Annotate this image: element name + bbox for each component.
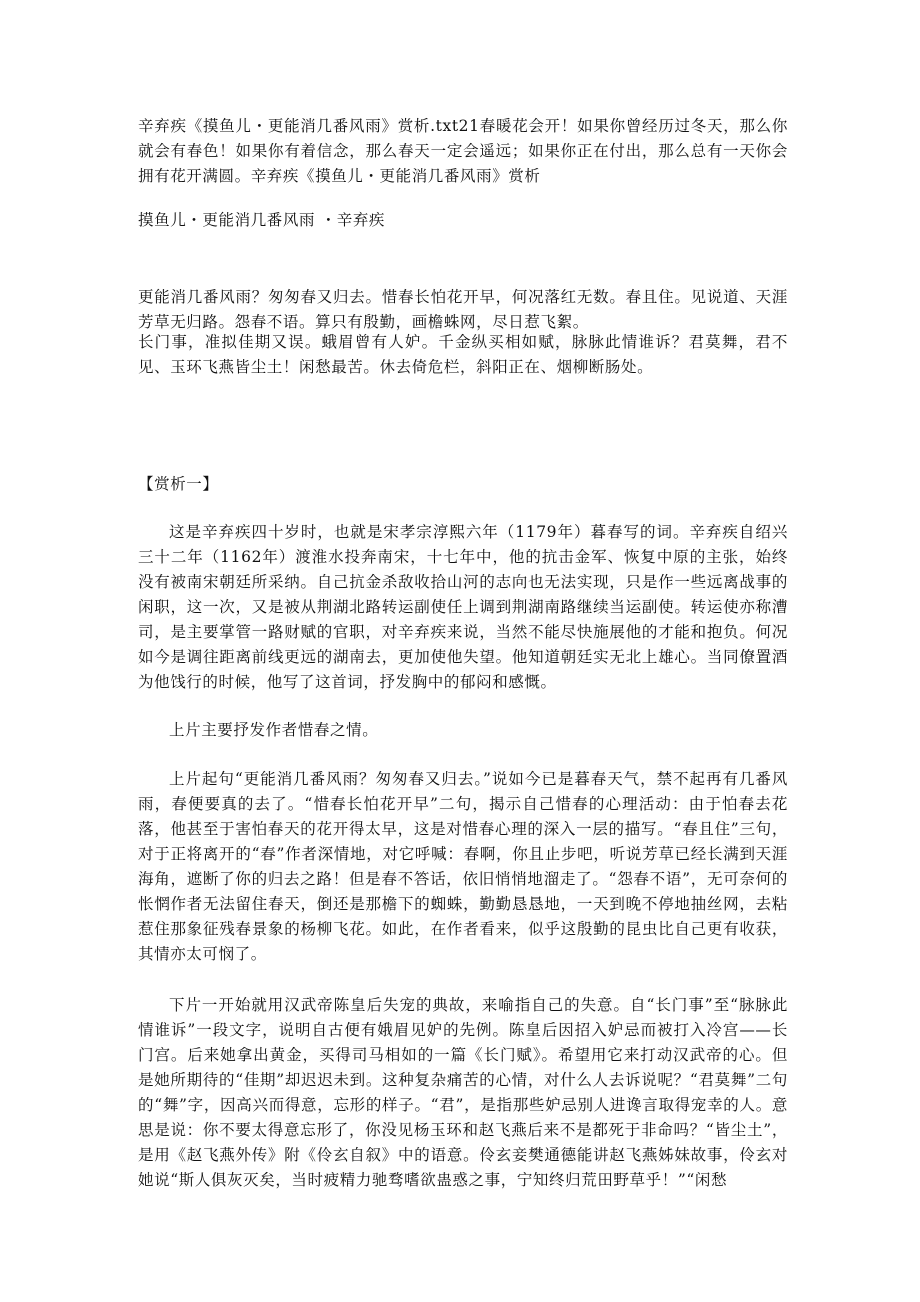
section-heading: 【赏析一】 [138,475,219,493]
paragraph-2: 上片主要抒发作者惜春之情。 [169,721,379,739]
poem-stanza-1: 更能消几番风雨？匆匆春又归去。惜春长怕花开早，何况落红无数。春且住。见说道、天涯芳草无归路。怨春不语。算只有殷勤，画檐蛛网，尽日惹飞絮。 [138,288,788,331]
paragraph-4: 下片一开始就用汉武帝陈皇后失宠的典故，来喻指自己的失意。自“长门事”至“脉脉此情谁诉”一段文字，说明自古便有娥眉见妒的先例。陈皇后因招入妒忌而被打入冷宫——长门宫。后来她拿出黄金，买得司马相如的一篇《长门赋》。希望用它来打动汉武帝的心。但是她所期待的“佳期”却迟迟未到。这种复杂痛苦的心情，对什么人去诉说呢？“君莫舞”二句的“舞”字，因高兴而得意，忘形的样子。“君”，是指那些妒忌别人进谗言取得宠幸的人。意思是说：你不要太得意忘形了，你没见杨玉环和赵飞燕后来不是都死于非命吗？“皆尘土”，是用《赵飞燕外传》附《伶玄自叙》中的语意。伶玄妾樊通德能讲赵飞燕姊妹故事，伶玄对她说“斯人俱灰灭矣，当时疲精力驰骛嗜欲蛊惑之事，宁知终归荒田野草乎！”“闲愁 [138,996,788,1189]
paragraph-3: 上片起句“更能消几番风雨？匆匆春又归去。”说如今已是暮春天气，禁不起再有几番风雨，春便要真的去了。“惜春长怕花开早”二句，揭示自己惜春的心理活动：由于怕春去花落，他甚至于害怕春天的花开得太早，这是对惜春心理的深入一层的描写。“春且住”三句，对于正将离开的“春”作者深情地，对它呼喊：春啊，你且止步吧，听说芳草已经长满到天涯海角，遮断了你的归去之路！但是春不答话，依旧悄悄地溜走了。“怨春不语”，无可奈何的怅惘作者无法留住春天，倒还是那檐下的蜘蛛，勤勤恳恳地，一天到晚不停地抽丝网，去粘惹住那象征残春景象的杨柳飞花。如此，在作者看来，似乎这殷勤的昆虫比自己更有收获，其情亦太可悯了。 [138,770,788,963]
intro-text: 辛弃疾《摸鱼儿・更能消几番风雨》赏析.txt21春暖花会开！如果你曾经历过冬天，那么你就会有春色！如果你有着信念，那么春天一定会遥远；如果你正在付出，那么总有一天你会拥有花开满圆。辛弃疾《摸鱼儿・更能消几番风雨》赏析 [138,117,788,185]
poem-stanza-2: 长门事，准拟佳期又误。蛾眉曾有人妒。千金纵买相如赋，脉脉此情谁诉？君莫舞，君不见、玉环飞燕皆尘土！闲愁最苦。休去倚危栏，斜阳正在、烟柳断肠处。 [138,333,788,376]
poem-title: 摸鱼儿・更能消几番风雨 ・辛弃疾 [138,211,386,229]
paragraph-1: 这是辛弃疾四十岁时，也就是宋孝宗淳熙六年（1179年）暮春写的词。辛弃疾自绍兴三十二年（1162年）渡淮水投奔南宋，十七年中，他的抗击金军、恢复中原的主张，始终没有被南宋朝廷所采纳。自己抗金杀敌收拾山河的志向也无法实现，只是作一些远离战事的闲职，这一次，又是被从荆湖北路转运副使任上调到荆湖南路继续当运副使。转运使亦称漕司，是主要掌管一路财赋的官职，对辛弃疾来说，当然不能尽快施展他的才能和抱负。何况如今是调往距离前线更远的湖南去，更加使他失望。他知道朝廷实无北上雄心。当同僚置酒为他饯行的时候，他写了这首词，抒发胸中的郁闷和感慨。 [138,523,788,691]
